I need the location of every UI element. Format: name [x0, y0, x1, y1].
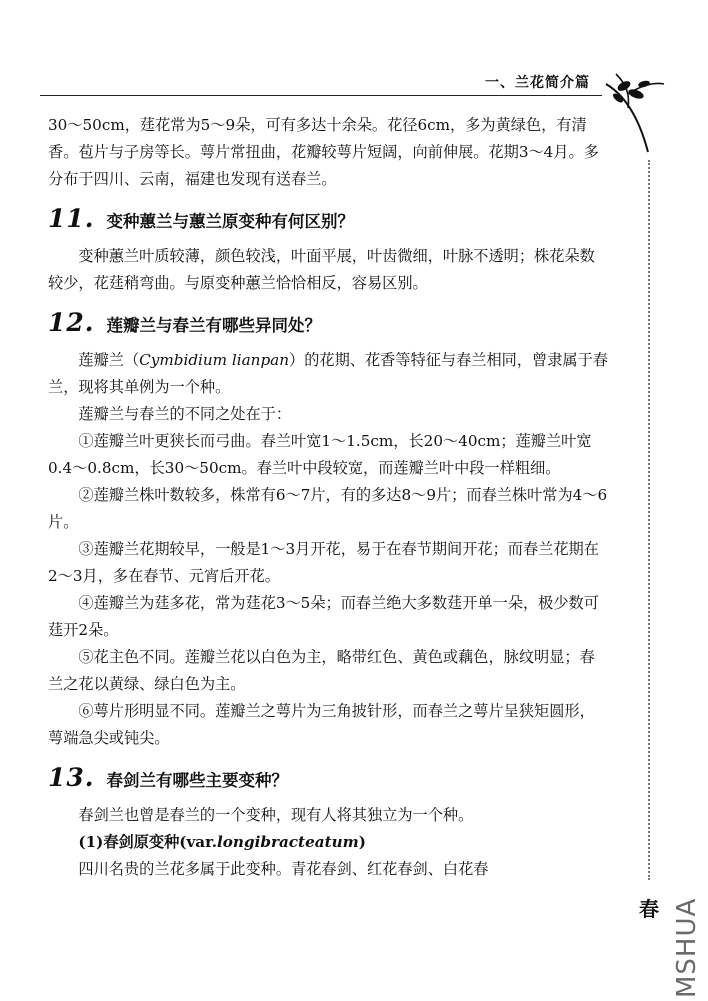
orchid-branch-icon — [598, 64, 668, 154]
watermark: MSHUA — [672, 897, 702, 998]
paragraph: 变种蕙兰叶质较薄，颜色较浅，叶面平展，叶齿微细，叶脉不透明；株花朵数较少，花莛稍弯曲。与原变种蕙兰恰恰相反，容易区别。 — [48, 247, 595, 292]
running-header: 一、兰花简介篇 — [485, 75, 590, 91]
paragraph: 莲瓣兰（Cymbidium lianpan）的花期、花香等特征与春兰相同，曾隶属于春兰，现将其单例为一个种。 — [48, 351, 608, 396]
subheading: (1)春剑原变种(var.longibracteatum) — [78, 833, 366, 851]
page-body — [48, 112, 608, 883]
list-item: ③莲瓣兰花期较早，一般是1～3月开花，易于在春节期间开花；而春兰花期在2～3月，多在春节、元宵后开花。 — [48, 540, 599, 585]
question-number: 11. — [48, 204, 95, 233]
header-rule — [40, 95, 602, 96]
question-title: 莲瓣兰与春兰有哪些异同处？ — [106, 316, 321, 335]
list-item: ①莲瓣兰叶更狭长而弓曲。春兰叶宽1～1.5cm，长20～40cm；莲瓣兰叶宽0.4～0.8cm，长30～50cm。春兰叶中段较宽，而莲瓣兰叶中段一样粗细。 — [48, 432, 592, 477]
list-item: ⑤花主色不同。莲瓣兰花以白色为主，略带红色、黄色或藕色，脉纹明显；春兰之花以黄绿、绿白色为主。 — [48, 648, 595, 693]
question-title: 春剑兰有哪些主要变种？ — [106, 771, 288, 790]
list-item: ②莲瓣兰株叶数较多，株常有6～7片，有的多达8～9片；而春兰株叶常为4～6片。 — [48, 486, 608, 531]
question-title: 变种蕙兰与蕙兰原变种有何区别？ — [106, 212, 354, 231]
question-12-heading — [48, 309, 608, 339]
paragraph: 四川名贵的兰花多属于此变种。青花春剑、红花春剑、白花春 — [78, 860, 489, 878]
question-number: 13. — [48, 763, 95, 792]
latin-name: longibracteatum — [217, 833, 359, 851]
side-season-char: 春 — [639, 897, 659, 921]
paragraph: 春剑兰也曾是春兰的一个变种，现有人将其独立为一个种。 — [78, 806, 474, 824]
list-item: ④莲瓣兰为莛多花，常为莛花3～5朵；而春兰绝大多数莛开单一朵，极少数可莛开2朵。 — [48, 594, 599, 639]
paragraph: 莲瓣兰与春兰的不同之处在于： — [78, 405, 292, 423]
paragraph: 30～50cm，莛花常为5～9朵，可有多达十余朵。花径6cm，多为黄绿色，有清香。苞片与子房等长。萼片常扭曲，花瓣较萼片短阔，向前伸展。花期3～4月。多分布于四川、云南，福建也发现有送春兰。 — [48, 116, 599, 188]
latin-name: Cymbidium lianpan — [139, 351, 290, 369]
question-11-heading — [48, 205, 608, 235]
list-item: ⑥萼片形明显不同。莲瓣兰之萼片为三角披针形，而春兰之萼片呈狭矩圆形，萼端急尖或钝尖。 — [48, 702, 595, 747]
margin-dotted-line — [648, 160, 650, 880]
question-13-heading — [48, 764, 608, 794]
question-number: 12. — [48, 308, 95, 337]
